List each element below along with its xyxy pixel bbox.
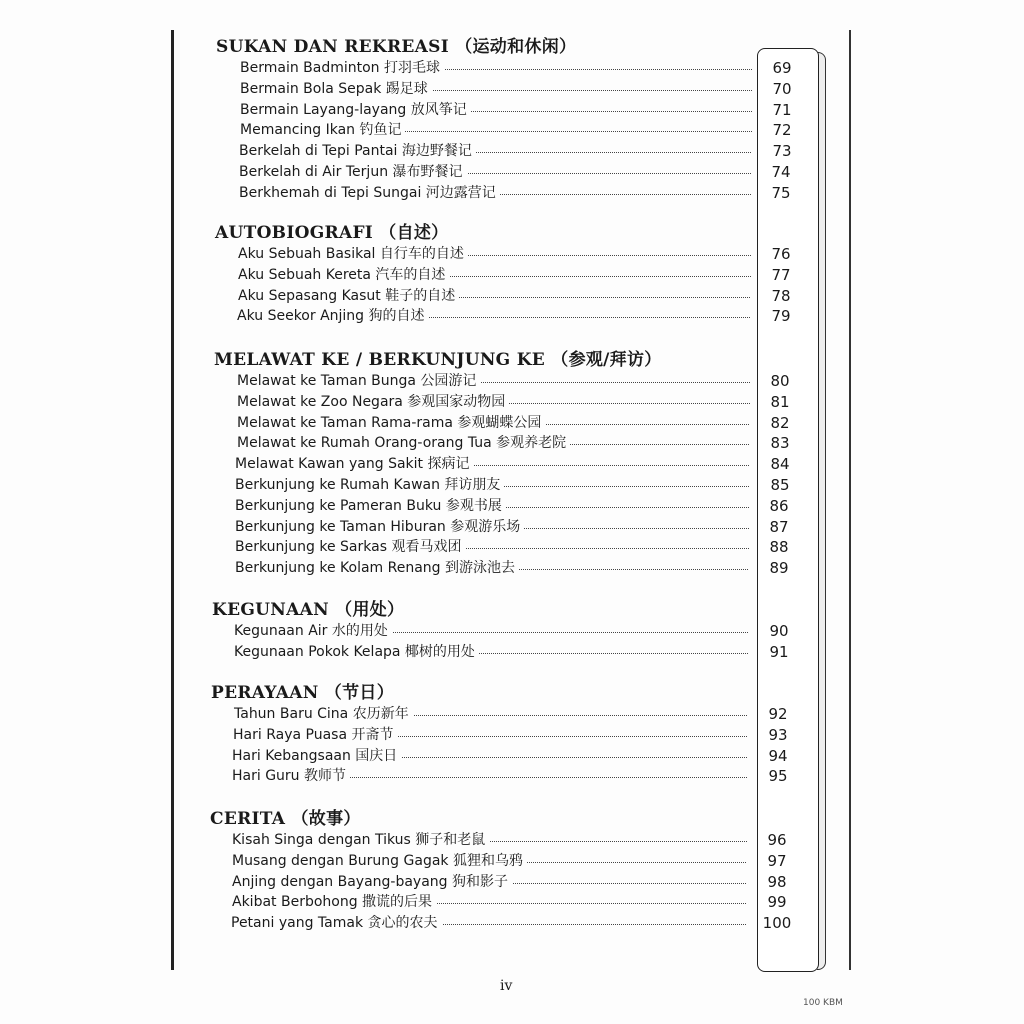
toc-entry-page: 74 xyxy=(771,163,791,181)
toc-entry-page: 99 xyxy=(767,893,787,912)
toc-entry-title: Berkunjung ke Rumah Kawan 拜访朋友 xyxy=(235,474,504,494)
toc-entry-title: Aku Sepasang Kasut 鞋子的自述 xyxy=(238,285,459,305)
toc-entry-page: 100 xyxy=(762,914,792,933)
toc-entry-title: Berkunjung ke Pameran Buku 参观书展 xyxy=(235,495,506,515)
toc-entry xyxy=(0,243,1024,263)
toc-entry-title: Melawat ke Rumah Orang-orang Tua 参观养老院 xyxy=(237,432,570,452)
section-heading: CERITA （故事） xyxy=(210,809,361,829)
toc-entry xyxy=(0,182,1024,202)
toc-entry-page: 87 xyxy=(769,517,789,536)
toc-entry-page: 83 xyxy=(770,434,790,453)
toc-entry xyxy=(0,140,1024,160)
toc-entry-title: Berkelah di Tepi Pantai 海边野餐记 xyxy=(239,140,476,160)
toc-entry-page: 95 xyxy=(768,767,788,786)
toc-entry xyxy=(0,620,1024,640)
toc-entry xyxy=(0,57,1024,77)
toc-entry xyxy=(0,745,1024,765)
toc-entry xyxy=(0,305,1024,325)
toc-entry xyxy=(0,912,1024,932)
toc-entry-title: Petani yang Tamak 贪心的农夫 xyxy=(231,912,442,932)
toc-entry-page: 78 xyxy=(771,286,791,305)
toc-entry-title: Tahun Baru Cina 农历新年 xyxy=(234,703,413,723)
toc-entry-page: 90 xyxy=(769,622,789,640)
section-heading: MELAWAT KE / BERKUNJUNG KE （参观/拜访） xyxy=(214,350,662,370)
toc-entry xyxy=(0,391,1024,411)
toc-entry xyxy=(0,536,1024,556)
toc-entry-title: Melawat ke Taman Rama-rama 参观蝴蝶公园 xyxy=(237,412,545,432)
toc-entry xyxy=(0,871,1024,891)
toc-entry-page: 91 xyxy=(769,642,789,661)
toc-entry-title: Bermain Badminton 打羽毛球 xyxy=(240,57,444,77)
toc-entry xyxy=(0,557,1024,577)
toc-entry-title: Melawat Kawan yang Sakit 探病记 xyxy=(235,453,473,473)
toc-entry-title: Berkhemah di Tepi Sungai 河边露营记 xyxy=(239,182,500,202)
toc-entry xyxy=(0,724,1024,744)
toc-entry-page: 96 xyxy=(767,831,787,849)
toc-entry xyxy=(0,495,1024,515)
toc-entry-page: 97 xyxy=(767,851,787,870)
toc-entry-page: 70 xyxy=(772,79,792,98)
toc-entry-title: Aku Sebuah Kereta 汽车的自述 xyxy=(238,264,449,284)
toc-entry-title: Kegunaan Air 水的用处 xyxy=(234,620,392,640)
footer-page-number: iv xyxy=(500,978,513,994)
section-heading: KEGUNAAN （用处） xyxy=(212,600,405,620)
toc-entry-page: 69 xyxy=(772,59,792,77)
section-heading: SUKAN DAN REKREASI （运动和休闲） xyxy=(216,37,577,57)
toc-entry xyxy=(0,99,1024,119)
toc-entry-page: 92 xyxy=(768,705,788,723)
toc-entry xyxy=(0,850,1024,870)
toc-entry-page: 72 xyxy=(772,121,792,140)
toc-entry-title: Hari Kebangsaan 国庆日 xyxy=(232,745,401,765)
toc-entry xyxy=(0,453,1024,473)
toc-entry-page: 80 xyxy=(770,372,790,390)
toc-entry xyxy=(0,161,1024,181)
toc-entry-page: 84 xyxy=(770,455,790,474)
toc-entry-page: 71 xyxy=(772,100,792,119)
toc-entry-title: Berkelah di Air Terjun 瀑布野餐记 xyxy=(239,161,467,181)
toc-entry xyxy=(0,432,1024,452)
toc-entry-title: Memancing Ikan 钓鱼记 xyxy=(240,119,405,139)
toc-entry-page: 89 xyxy=(769,559,789,578)
toc-entry-title: Bermain Layang-layang 放风筝记 xyxy=(240,99,471,119)
toc-entry-title: Anjing dengan Bayang-bayang 狗和影子 xyxy=(232,871,512,891)
toc-entry-title: Musang dengan Burung Gagak 狐狸和乌鸦 xyxy=(232,850,527,870)
toc-entry xyxy=(0,264,1024,284)
toc-entry-page: 75 xyxy=(771,183,791,202)
toc-entry xyxy=(0,370,1024,390)
footer-code: 100 KBM xyxy=(803,998,843,1008)
toc-entry xyxy=(0,285,1024,305)
toc-entry-page: 79 xyxy=(771,307,791,326)
toc-entry xyxy=(0,641,1024,661)
toc-entry-page: 93 xyxy=(768,725,788,744)
toc-entry-title: Bermain Bola Sepak 踢足球 xyxy=(240,78,432,98)
toc-entry-page: 86 xyxy=(769,496,789,515)
toc-entry-page: 77 xyxy=(771,265,791,284)
toc-entry-page: 76 xyxy=(771,245,791,263)
toc-entry-page: 88 xyxy=(769,538,789,557)
toc-entry xyxy=(0,412,1024,432)
toc-entry-page: 85 xyxy=(770,476,790,494)
toc-entry xyxy=(0,78,1024,98)
toc-entry-title: Aku Sebuah Basikal 自行车的自述 xyxy=(238,243,468,263)
toc-entry-title: Berkunjung ke Kolam Renang 到游泳池去 xyxy=(235,557,519,577)
toc-entry xyxy=(0,703,1024,723)
toc-entry-page: 94 xyxy=(768,746,788,765)
toc-entry xyxy=(0,516,1024,536)
toc-entry-title: Hari Guru 教师节 xyxy=(232,765,350,785)
toc-entry-page: 73 xyxy=(772,142,792,161)
toc-entry xyxy=(0,829,1024,849)
toc-entry-title: Aku Seekor Anjing 狗的自述 xyxy=(237,305,429,325)
toc-entry xyxy=(0,891,1024,911)
toc-entry-title: Melawat ke Zoo Negara 参观国家动物园 xyxy=(237,391,509,411)
toc-entry xyxy=(0,474,1024,494)
toc-entry-page: 98 xyxy=(767,872,787,891)
toc-entry-title: Kegunaan Pokok Kelapa 椰树的用处 xyxy=(234,641,479,661)
toc-entry-page: 81 xyxy=(770,392,790,411)
toc-entry-title: Berkunjung ke Sarkas 观看马戏团 xyxy=(235,536,465,556)
toc-entry xyxy=(0,765,1024,785)
section-heading: AUTOBIOGRAFI （自述） xyxy=(215,223,449,243)
toc-entry xyxy=(0,119,1024,139)
section-heading: PERAYAAN （节日） xyxy=(211,683,394,703)
toc-entry-title: Akibat Berbohong 撒谎的后果 xyxy=(232,891,436,911)
toc-entry-page: 82 xyxy=(770,413,790,432)
toc-entry-title: Berkunjung ke Taman Hiburan 参观游乐场 xyxy=(235,516,524,536)
toc-entry-title: Melawat ke Taman Bunga 公园游记 xyxy=(237,370,480,390)
toc-entry-title: Hari Raya Puasa 开斋节 xyxy=(233,724,398,744)
toc-entry-title: Kisah Singa dengan Tikus 狮子和老鼠 xyxy=(232,829,489,849)
